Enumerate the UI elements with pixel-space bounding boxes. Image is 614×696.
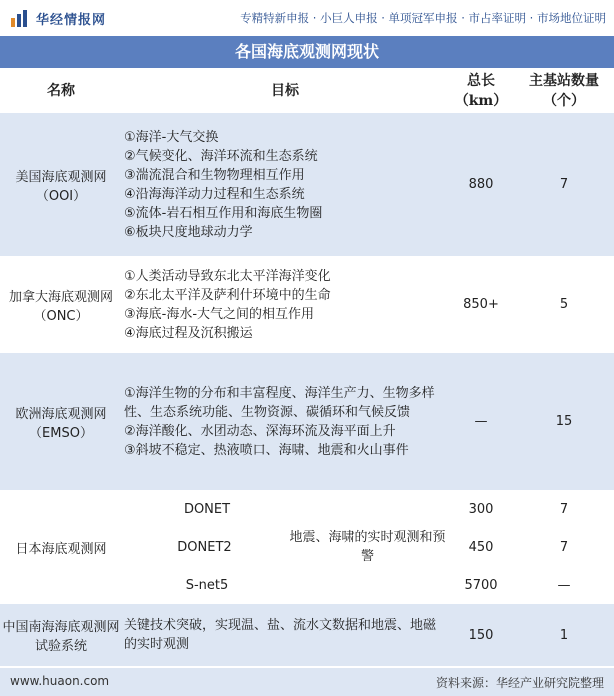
- row-length: 5700: [448, 567, 514, 604]
- col-length-label: 总长: [467, 73, 495, 89]
- col-stations-unit: （个）: [543, 93, 585, 109]
- goal-item: ④海底过程及沉积搬运: [124, 325, 253, 341]
- logo-icon: [10, 8, 30, 28]
- row-stations: —: [514, 567, 614, 604]
- goal-item: ⑥板块尺度地球动力学: [124, 224, 253, 240]
- row-name: 加拿大海底观测网（ONC）: [0, 257, 122, 353]
- brand-logo[interactable]: [10, 8, 106, 28]
- table-title: 各国海底观测网现状: [0, 36, 614, 68]
- header-row: [0, 68, 614, 113]
- row-goals: [122, 353, 448, 491]
- col-name-header: 名称: [0, 68, 122, 113]
- footer-source: 资料来源：华经产业研究院整理: [435, 676, 604, 690]
- japan-target: 地震、海啸的实时观测和预警: [289, 530, 446, 564]
- row-goals: 关键技术突破，实现温、盐、流水文数据和地震、地磁的实时观测: [122, 604, 448, 667]
- brand-name: 华经情报网: [36, 12, 107, 28]
- table-row-emso: [0, 353, 614, 491]
- row-length: 300: [448, 491, 514, 528]
- row-name: 美国海底观测网（OOI）: [0, 113, 122, 257]
- goal-item: ②气候变化、海洋环流和生态系统: [124, 148, 318, 164]
- row-stations: 5: [514, 257, 614, 353]
- observation-network-table: [0, 68, 614, 667]
- col-stations-label: 主基站数量: [529, 73, 599, 89]
- table-row-japan-donet: [0, 491, 614, 528]
- service-tags: 专精特新申报 · 小巨人申报 · 单项冠军申报 · 市占率证明 · 市场地位证明: [240, 11, 606, 25]
- japan-target-cell: [122, 528, 448, 567]
- table-row-ooi: [0, 113, 614, 257]
- japan-target-cell: [122, 567, 448, 604]
- row-stations: 7: [514, 528, 614, 567]
- col-length-unit: （km）: [454, 93, 508, 109]
- goal-item: ②海洋酸化、水团动态、深海环流及海平面上升: [124, 423, 396, 439]
- row-goals: [122, 257, 448, 353]
- row-name: 日本海底观测网: [0, 491, 122, 604]
- row-length: 850+: [448, 257, 514, 353]
- row-stations: 15: [514, 353, 614, 491]
- row-stations: 7: [514, 113, 614, 257]
- row-name: 欧洲海底观测网（EMSO）: [0, 353, 122, 491]
- col-target-header: 目标: [122, 68, 448, 113]
- row-length: 150: [448, 604, 514, 667]
- goal-item: ②东北太平洋及萨利什环境中的生命: [124, 287, 331, 303]
- goal-item: ③斜坡不稳定、热液喷口、海啸、地震和火山事件: [124, 442, 409, 458]
- row-length: 450: [448, 528, 514, 567]
- table-row-onc: [0, 257, 614, 353]
- sub-network-name: S-net5: [185, 577, 229, 593]
- goal-item: ①海洋-大气交换: [124, 129, 219, 145]
- goal-item: ③湍流混合和生物物理相互作用: [124, 167, 305, 183]
- col-length-header: [448, 68, 514, 113]
- row-length: —: [448, 353, 514, 491]
- row-length: 880: [448, 113, 514, 257]
- row-stations: 7: [514, 491, 614, 528]
- footer: [0, 668, 614, 696]
- japan-target-cell: [122, 491, 448, 528]
- table-row-scs: [0, 604, 614, 667]
- footer-url[interactable]: www.huaon.com: [10, 674, 110, 688]
- row-name: 中国南海海底观测网试验系统: [0, 604, 122, 667]
- sub-network-name: DONET2: [177, 539, 232, 555]
- goal-item: ④沿海海洋动力过程和生态系统: [124, 186, 305, 202]
- sub-network-name: DONET: [183, 501, 231, 517]
- row-goals: [122, 113, 448, 257]
- row-stations: 1: [514, 604, 614, 667]
- goal-item: ③海底-海水-大气之间的相互作用: [124, 306, 315, 322]
- col-stations-header: [514, 68, 614, 113]
- top-header: [0, 0, 614, 36]
- goal-item: ①海洋生物的分布和丰富程度、海洋生产力、生物多样性、生态系统功能、生物资源、碳循环和气候反馈: [124, 385, 435, 420]
- goal-item: ⑤流体-岩石相互作用和海底生物圈: [124, 205, 323, 221]
- goal-item: ①人类活动导致东北太平洋海洋变化: [124, 268, 331, 284]
